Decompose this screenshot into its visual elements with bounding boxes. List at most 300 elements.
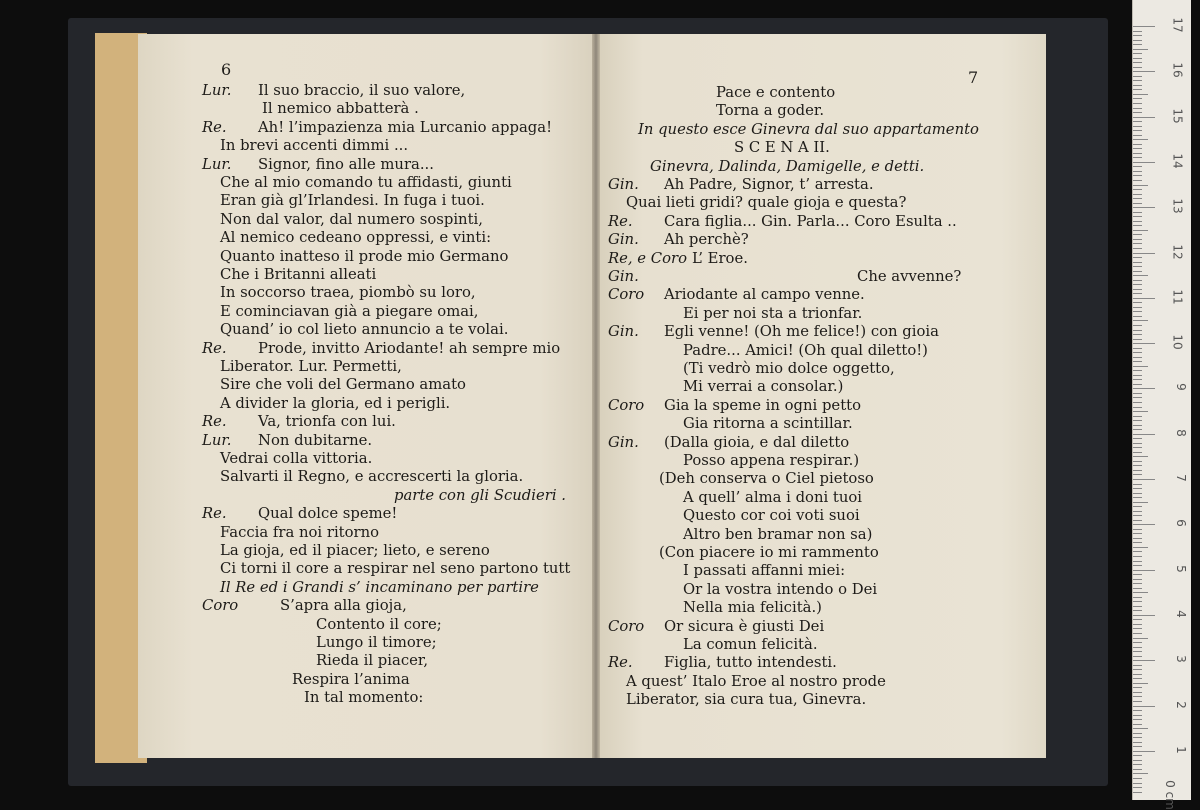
ruler-tick bbox=[1133, 316, 1142, 317]
speaker-label: Gin. bbox=[608, 268, 639, 285]
line-text: Ci torni il core a respirar nel seno partono tutt bbox=[220, 560, 571, 578]
ruler-number: 1 bbox=[1174, 745, 1189, 754]
line-text: Rieda il piacer, bbox=[316, 652, 429, 670]
ruler-tick bbox=[1133, 746, 1142, 747]
ruler-tick bbox=[1133, 234, 1142, 235]
speaker-label: Gin. bbox=[608, 176, 639, 193]
ruler-tick bbox=[1133, 112, 1142, 113]
ruler-tick bbox=[1133, 783, 1142, 784]
text-line bbox=[608, 415, 853, 433]
ruler-tick bbox=[1133, 370, 1142, 371]
ruler-tick bbox=[1133, 638, 1148, 639]
line-text: Faccia fra noi ritorno bbox=[220, 523, 380, 541]
ruler-tick bbox=[1133, 108, 1142, 109]
ruler-tick bbox=[1133, 117, 1155, 118]
line-text: Che avvenne? bbox=[857, 268, 962, 285]
ruler-tick bbox=[1133, 674, 1142, 675]
ruler-tick bbox=[1133, 262, 1142, 263]
ruler-tick bbox=[1133, 243, 1142, 244]
line-text: Quand’ io col lieto annuncio a te volai. bbox=[220, 321, 509, 339]
line-text: Or sicura è giusti Dei bbox=[664, 617, 825, 635]
ruler-tick bbox=[1133, 461, 1142, 462]
line-text: Mi verrai a consolar.) bbox=[683, 378, 844, 396]
text-line bbox=[202, 82, 465, 100]
text-line bbox=[608, 250, 748, 268]
ruler-tick bbox=[1133, 366, 1148, 367]
ruler-tick bbox=[1133, 597, 1142, 598]
ruler-tick bbox=[1133, 574, 1142, 575]
line-text: Che al mio comando tu affidasti, giunti bbox=[220, 174, 512, 191]
line-text: A quest’ Italo Eroe al nostro prode bbox=[626, 672, 886, 690]
text-line bbox=[608, 397, 861, 415]
line-text: Respira l’anima bbox=[292, 670, 410, 688]
text-line bbox=[608, 323, 939, 341]
text-line bbox=[202, 358, 402, 376]
ruler-number: 4 bbox=[1174, 610, 1189, 618]
ruler-tick bbox=[1133, 153, 1142, 154]
ruler-tick bbox=[1133, 547, 1148, 548]
line-text: Cara figlia... Gin. Parla... Coro Esulta .. bbox=[664, 212, 957, 230]
line-text: Non dubitarne. bbox=[258, 431, 373, 449]
text-line bbox=[202, 211, 483, 229]
text-line bbox=[608, 268, 961, 286]
ruler-tick bbox=[1133, 230, 1148, 231]
ruler-tick bbox=[1133, 397, 1142, 398]
text-line bbox=[608, 342, 928, 360]
text-line bbox=[202, 100, 419, 118]
ruler-tick bbox=[1133, 683, 1148, 684]
speaker-label: Re. bbox=[608, 654, 633, 672]
line-text: La gioja, ed il piacer; lieto, e sereno bbox=[220, 542, 490, 559]
ruler-tick bbox=[1133, 121, 1142, 122]
ruler-tick bbox=[1133, 678, 1142, 679]
text-line bbox=[202, 616, 442, 634]
text-line bbox=[202, 542, 490, 560]
line-text: Nella mia felicità.) bbox=[683, 599, 822, 617]
text-line bbox=[608, 470, 874, 488]
text-line bbox=[202, 487, 566, 505]
ruler-tick bbox=[1133, 497, 1142, 498]
ruler-tick bbox=[1133, 610, 1142, 611]
ruler-tick bbox=[1133, 420, 1142, 421]
text-line bbox=[202, 376, 466, 394]
line-text: Figlia, tutto intendesti. bbox=[664, 654, 837, 672]
text-line bbox=[608, 618, 824, 636]
ruler-tick bbox=[1133, 58, 1142, 59]
ruler-tick bbox=[1133, 755, 1142, 756]
ruler-tick bbox=[1133, 456, 1148, 457]
ruler-tick bbox=[1133, 352, 1142, 353]
ruler-tick bbox=[1133, 416, 1142, 417]
ruler-tick bbox=[1133, 434, 1155, 435]
text-line bbox=[608, 489, 862, 507]
line-text: Padre... Amici! (Oh qual diletto!) bbox=[683, 341, 928, 359]
speaker-label: Re, e Coro bbox=[608, 249, 687, 267]
ruler-tick bbox=[1133, 330, 1142, 331]
ruler-tick bbox=[1133, 792, 1142, 793]
line-text: Ei per noi sta a trionfar. bbox=[683, 304, 863, 322]
text-line bbox=[608, 654, 837, 672]
line-text: Qual dolce speme! bbox=[258, 505, 398, 523]
ruler-tick bbox=[1133, 701, 1142, 702]
ruler-tick bbox=[1133, 669, 1142, 670]
ruler-tick bbox=[1133, 31, 1142, 32]
text-line bbox=[202, 119, 552, 137]
ruler-tick bbox=[1133, 479, 1155, 480]
line-text: Lungo il timore; bbox=[316, 634, 437, 651]
ruler-tick bbox=[1133, 502, 1148, 503]
line-text: Pace e contento bbox=[716, 84, 836, 101]
ruler-number: 13 bbox=[1170, 198, 1185, 214]
ruler-number: 3 bbox=[1174, 655, 1189, 664]
text-line bbox=[608, 434, 849, 452]
ruler-tick bbox=[1133, 787, 1142, 788]
text-line bbox=[608, 526, 872, 544]
text-line bbox=[202, 340, 560, 358]
ruler-tick bbox=[1133, 533, 1142, 534]
ruler-tick bbox=[1133, 135, 1142, 136]
line-text: Il nemico abbatterà . bbox=[262, 100, 419, 118]
ruler-tick bbox=[1133, 565, 1142, 566]
ruler-tick bbox=[1133, 619, 1142, 620]
ruler-tick bbox=[1133, 388, 1155, 389]
ruler-number: 7 bbox=[1174, 474, 1189, 482]
line-text: Altro ben bramar non sa) bbox=[683, 525, 873, 543]
text-line bbox=[608, 139, 830, 157]
ruler-tick bbox=[1133, 465, 1142, 466]
ruler-tick bbox=[1133, 343, 1155, 344]
ruler-tick bbox=[1133, 49, 1148, 50]
ruler-tick bbox=[1133, 719, 1142, 720]
ruler-tick bbox=[1133, 696, 1142, 697]
ruler-tick bbox=[1133, 538, 1142, 539]
ruler-tick bbox=[1133, 425, 1142, 426]
ruler-number: 15 bbox=[1170, 107, 1185, 124]
ruler-tick bbox=[1133, 293, 1142, 294]
ruler-tick bbox=[1133, 320, 1148, 321]
ruler-tick bbox=[1133, 592, 1148, 593]
text-line bbox=[608, 305, 862, 323]
ruler-tick bbox=[1133, 271, 1142, 272]
ruler-number: 14 bbox=[1170, 153, 1185, 169]
ruler-tick bbox=[1133, 687, 1142, 688]
ruler-tick bbox=[1133, 742, 1142, 743]
speaker-label: Coro bbox=[608, 617, 645, 635]
text-line bbox=[608, 507, 860, 525]
text-line bbox=[608, 636, 818, 654]
ruler-tick bbox=[1133, 35, 1142, 36]
ruler-tick bbox=[1133, 266, 1142, 267]
ruler-tick bbox=[1133, 529, 1142, 530]
text-line bbox=[202, 505, 397, 523]
ruler-number: 2 bbox=[1174, 700, 1189, 709]
ruler-tick bbox=[1133, 130, 1142, 131]
ruler-tick bbox=[1133, 520, 1142, 521]
line-text: parte con gli Scudieri . bbox=[394, 486, 566, 504]
ruler-tick bbox=[1133, 429, 1142, 430]
ruler-tick bbox=[1133, 126, 1142, 127]
ruler-tick bbox=[1133, 737, 1142, 738]
ruler-tick bbox=[1133, 148, 1142, 149]
text-line bbox=[202, 671, 410, 689]
line-text: Ah! l’impazienza mia Lurcanio appaga! bbox=[258, 118, 553, 136]
ruler-tick bbox=[1133, 180, 1142, 181]
line-text: (Deh conserva o Ciel pietoso bbox=[659, 470, 874, 488]
text-line bbox=[608, 102, 824, 120]
ruler-tick bbox=[1133, 407, 1142, 408]
ruler-tick bbox=[1133, 651, 1142, 652]
line-text: Ariodante al campo venne. bbox=[664, 286, 865, 304]
ruler-tick bbox=[1133, 556, 1142, 557]
speaker-label: Lur. bbox=[202, 82, 232, 99]
ruler-number: 12 bbox=[1170, 243, 1185, 260]
ruler-tick bbox=[1133, 624, 1142, 625]
ruler-tick bbox=[1133, 166, 1142, 167]
ruler-tick bbox=[1133, 62, 1142, 63]
ruler-tick bbox=[1133, 665, 1142, 666]
ruler-tick bbox=[1133, 515, 1142, 516]
line-text: Che i Britanni alleati bbox=[220, 266, 377, 283]
ruler-tick bbox=[1133, 221, 1142, 222]
line-text: Signor, fino alle mura... bbox=[258, 155, 434, 173]
line-text: In tal momento: bbox=[304, 689, 424, 707]
line-text: (Ti vedrò mio dolce oggetto, bbox=[683, 360, 895, 377]
ruler-tick bbox=[1133, 628, 1142, 629]
ruler-number: 9 bbox=[1174, 383, 1189, 392]
ruler-tick bbox=[1133, 139, 1148, 140]
ruler-tick bbox=[1133, 551, 1142, 552]
text-line bbox=[202, 229, 491, 247]
ruler-tick bbox=[1133, 470, 1142, 471]
ruler-number: 8 bbox=[1174, 428, 1189, 437]
line-text: Il suo braccio, il suo valore, bbox=[258, 82, 466, 99]
ruler-tick bbox=[1133, 144, 1142, 145]
ruler-tick bbox=[1133, 601, 1142, 602]
text-line bbox=[202, 192, 485, 210]
ruler-tick bbox=[1133, 26, 1155, 27]
ruler-tick bbox=[1133, 302, 1142, 303]
ruler-tick bbox=[1133, 171, 1142, 172]
right-page bbox=[598, 34, 1046, 758]
line-text: Quanto inatteso il prode mio Germano bbox=[220, 247, 509, 265]
text-line bbox=[608, 121, 979, 139]
ruler-tick bbox=[1133, 339, 1142, 340]
text-line bbox=[202, 413, 396, 431]
ruler-tick bbox=[1133, 311, 1142, 312]
text-line bbox=[608, 452, 859, 470]
ruler-tick bbox=[1133, 198, 1142, 199]
text-line bbox=[202, 450, 372, 468]
ruler-tick bbox=[1133, 778, 1142, 779]
ruler-tick bbox=[1133, 452, 1142, 453]
speaker-label: Re. bbox=[202, 118, 227, 136]
text-line bbox=[608, 581, 877, 599]
text-line bbox=[202, 395, 450, 413]
line-text: Vedrai colla vittoria. bbox=[220, 450, 373, 467]
ruler-tick bbox=[1133, 207, 1155, 208]
ruler-tick bbox=[1133, 524, 1155, 525]
ruler-tick bbox=[1133, 76, 1142, 77]
ruler-tick bbox=[1133, 474, 1142, 475]
text-line bbox=[202, 432, 372, 450]
text-line bbox=[202, 652, 428, 670]
line-text: Gia ritorna a scintillar. bbox=[683, 415, 853, 433]
ruler-tick bbox=[1133, 402, 1142, 403]
ruler-tick bbox=[1133, 710, 1142, 711]
ruler-tick bbox=[1133, 53, 1142, 54]
ruler-tick bbox=[1133, 447, 1142, 448]
ruler-tick bbox=[1133, 769, 1142, 770]
ruler-tick bbox=[1133, 647, 1142, 648]
ruler-tick bbox=[1133, 588, 1142, 589]
line-text: Posso appena respirar.) bbox=[683, 452, 860, 469]
ruler-tick bbox=[1133, 89, 1142, 90]
line-text: L’ Eroe. bbox=[692, 249, 748, 267]
ruler-tick bbox=[1133, 724, 1142, 725]
text-line bbox=[202, 174, 512, 192]
line-text: Torna a goder. bbox=[716, 102, 825, 120]
ruler-tick bbox=[1133, 379, 1142, 380]
ruler-tick bbox=[1133, 80, 1142, 81]
ruler-tick bbox=[1133, 393, 1142, 394]
speaker-label: Re. bbox=[202, 339, 227, 357]
left-page bbox=[138, 34, 594, 758]
line-text: Liberator. Lur. Permetti, bbox=[220, 358, 402, 375]
ruler-tick bbox=[1133, 484, 1142, 485]
ruler-tick bbox=[1133, 488, 1142, 489]
line-text: Contento il core; bbox=[316, 615, 442, 633]
ruler-tick bbox=[1133, 275, 1148, 276]
ruler-tick bbox=[1133, 212, 1142, 213]
line-text: S’apra alla gioja, bbox=[280, 597, 407, 615]
speaker-label: Coro bbox=[202, 597, 239, 615]
ruler-tick bbox=[1133, 760, 1142, 761]
text-line bbox=[202, 266, 376, 284]
line-text: Gia la speme in ogni petto bbox=[664, 396, 861, 414]
page-number: 7 bbox=[968, 68, 979, 87]
ruler-tick bbox=[1133, 225, 1142, 226]
line-text: A divider la gloria, ed i perigli. bbox=[220, 394, 451, 412]
ruler-tick bbox=[1133, 334, 1142, 335]
line-text: La comun felicità. bbox=[683, 636, 818, 653]
line-text: Ah Padre, Signor, t’ arresta. bbox=[664, 176, 874, 193]
line-text: (Con piacere io mi rammento bbox=[659, 544, 879, 561]
ruler-number: 16 bbox=[1170, 62, 1185, 78]
ruler-tick bbox=[1133, 506, 1142, 507]
ruler-tick bbox=[1133, 561, 1142, 562]
ruler-number: 5 bbox=[1174, 564, 1189, 573]
ruler-number: 0 cm bbox=[1163, 780, 1178, 810]
ruler-tick bbox=[1133, 253, 1155, 254]
speaker-label: Coro bbox=[608, 396, 645, 414]
page-number: 6 bbox=[221, 60, 232, 79]
text-line bbox=[202, 560, 570, 578]
ruler-tick bbox=[1133, 660, 1155, 661]
line-text: Ah perchè? bbox=[664, 231, 749, 249]
speaker-label: Re. bbox=[202, 413, 227, 431]
text-line bbox=[608, 84, 835, 102]
ruler-number: 6 bbox=[1174, 519, 1189, 528]
ruler-tick bbox=[1133, 40, 1142, 41]
ruler-number: 11 bbox=[1170, 289, 1185, 305]
ruler-tick bbox=[1133, 706, 1155, 707]
ruler-tick bbox=[1133, 715, 1142, 716]
ruler-tick bbox=[1133, 325, 1142, 326]
ruler-tick bbox=[1133, 175, 1142, 176]
line-text: In brevi accenti dimmi ... bbox=[220, 137, 409, 155]
text-line bbox=[202, 597, 407, 615]
ruler-number: 17 bbox=[1170, 17, 1185, 33]
text-line bbox=[608, 194, 906, 212]
line-text: Egli venne! (Oh me felice!) con gioia bbox=[664, 323, 939, 341]
ruler-tick bbox=[1133, 203, 1142, 204]
ruler-tick bbox=[1133, 185, 1148, 186]
ruler-tick bbox=[1133, 194, 1142, 195]
speaker-label: Re. bbox=[202, 505, 227, 523]
speaker-label: Lur. bbox=[202, 431, 232, 449]
line-text: Quai lieti gridi? quale gioja e questa? bbox=[626, 194, 907, 212]
ruler-tick bbox=[1133, 615, 1155, 616]
ruler-tick bbox=[1133, 248, 1142, 249]
text-line bbox=[202, 156, 434, 174]
ruler-tick bbox=[1133, 216, 1142, 217]
ruler-number: 10 bbox=[1170, 334, 1185, 350]
speaker-label: Gin. bbox=[608, 323, 639, 341]
line-text: S C E N A II. bbox=[734, 139, 830, 157]
ruler-tick bbox=[1133, 103, 1142, 104]
text-line bbox=[202, 468, 523, 486]
ruler-tick bbox=[1133, 348, 1142, 349]
book-gutter bbox=[592, 34, 600, 758]
ruler-tick bbox=[1133, 85, 1142, 86]
ruler-tick bbox=[1133, 692, 1142, 693]
ruler-tick bbox=[1133, 375, 1142, 376]
ruler-tick bbox=[1133, 361, 1142, 362]
line-text: Non dal valor, dal numero sospinti, bbox=[220, 210, 483, 228]
line-text: I passati affanni miei: bbox=[683, 562, 846, 580]
ruler-tick bbox=[1133, 764, 1142, 765]
text-line bbox=[608, 544, 879, 562]
ruler-tick bbox=[1133, 94, 1148, 95]
ruler-tick bbox=[1133, 98, 1142, 99]
line-text: Sire che voli del Germano amato bbox=[220, 376, 466, 394]
text-line bbox=[608, 562, 845, 580]
line-text: Questo cor coi voti suoi bbox=[683, 507, 860, 525]
ruler-tick bbox=[1133, 162, 1155, 163]
line-text: Salvarti il Regno, e accrescerti la gloria. bbox=[220, 468, 524, 486]
text-line bbox=[202, 284, 476, 302]
ruler-tick bbox=[1133, 583, 1142, 584]
ruler-tick bbox=[1133, 289, 1142, 290]
ruler-tick bbox=[1133, 542, 1142, 543]
ruler-tick bbox=[1133, 438, 1142, 439]
text-line bbox=[608, 231, 749, 249]
speaker-label: Gin. bbox=[608, 231, 639, 249]
ruler-tick bbox=[1133, 511, 1142, 512]
ruler-tick bbox=[1133, 751, 1155, 752]
ruler-tick bbox=[1133, 570, 1155, 571]
line-text: In soccorso traea, piombò su loro, bbox=[220, 284, 476, 302]
text-line bbox=[608, 158, 924, 176]
ruler-tick bbox=[1133, 298, 1155, 299]
measuring-ruler bbox=[1132, 0, 1191, 810]
line-text: A quell’ alma i doni tuoi bbox=[683, 488, 863, 506]
text-line bbox=[202, 579, 539, 597]
line-text: Ginevra, Dalinda, Damigelle, e detti. bbox=[650, 157, 925, 175]
text-line bbox=[608, 286, 865, 304]
ruler-tick bbox=[1133, 443, 1142, 444]
line-text: Prode, invitto Ariodante! ah sempre mio bbox=[258, 339, 561, 357]
